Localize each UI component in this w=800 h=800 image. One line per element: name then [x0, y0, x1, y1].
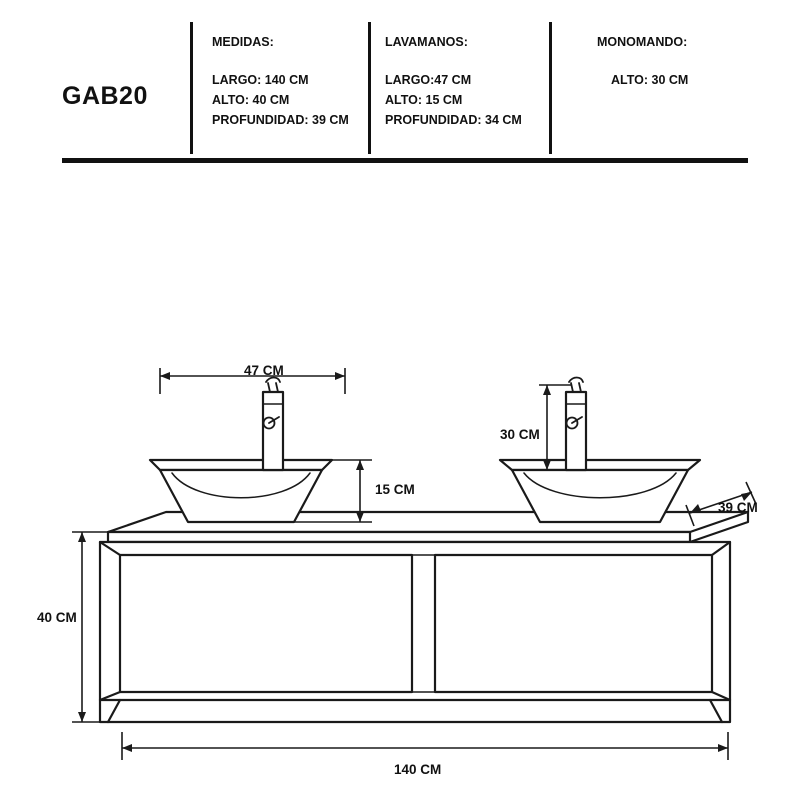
spec-column-title: MONOMANDO:: [597, 35, 688, 49]
spec-column-monomando: [597, 32, 688, 90]
faucet-right: [566, 378, 586, 471]
spec-line-profundidad: PROFUNDIDAD: 39 CM: [212, 113, 349, 127]
spec-divider: [368, 22, 371, 154]
spec-line-largo: LARGO: 140 CM: [212, 73, 309, 87]
page-title: GAB20: [62, 82, 148, 110]
dimension-label-cabinet-length: 140 CM: [394, 762, 442, 777]
spec-line-alto: ALTO: 30 CM: [611, 73, 689, 87]
spec-column-title: MEDIDAS:: [212, 35, 274, 49]
spec-column-title: LAVAMANOS:: [385, 35, 468, 49]
spec-divider: [190, 22, 193, 154]
spec-line-largo: LARGO:47 CM: [385, 73, 472, 87]
dimension-label-sink-height: 15 CM: [375, 482, 415, 497]
cabinet-body: [100, 512, 748, 722]
spec-line-alto: ALTO: 40 CM: [212, 93, 290, 107]
dimension-label-faucet-height: 30 CM: [500, 427, 540, 442]
dimension-label-cabinet-height: 40 CM: [37, 610, 77, 625]
faucet-left: [263, 378, 283, 471]
spec-line-alto: ALTO: 15 CM: [385, 93, 463, 107]
spec-line-profundidad: PROFUNDIDAD: 34 CM: [385, 113, 522, 127]
spec-column-lavamanos: [385, 32, 522, 130]
dimension-label-sink-width: 47 CM: [244, 363, 284, 378]
header-divider-rule: [62, 158, 748, 163]
specification-header: [0, 0, 800, 170]
spec-column-medidas: [212, 32, 349, 130]
dimension-label-cabinet-depth: 39 CM: [718, 500, 758, 515]
dimension-cabinet-length: [122, 732, 728, 760]
technical-drawing: [0, 170, 800, 800]
spec-divider: [549, 22, 552, 154]
